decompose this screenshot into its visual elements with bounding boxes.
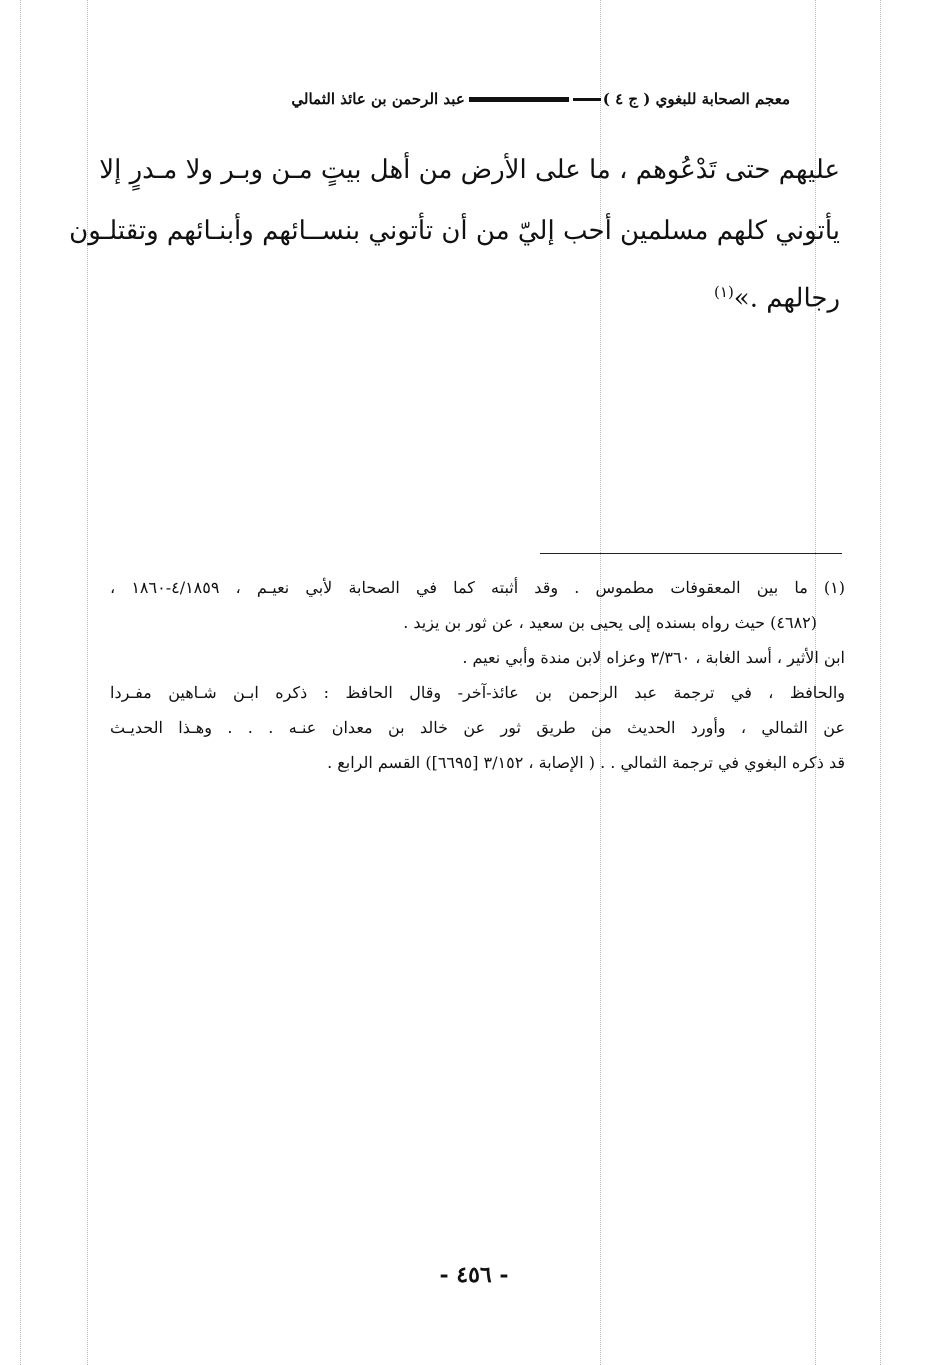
running-header [160, 86, 790, 112]
main-text-line: رجالهم .» [733, 283, 840, 314]
footnote-line: والحافظ ، في ترجمة عبد الرحمن بن عائذ-آخر- وقال الحافظ : ذكره ابـن شـاهين مفـردا [110, 683, 845, 702]
scan-line [880, 0, 881, 1365]
footnote-line: ابن الأثير ، أسد الغابة ، ٣/٣٦٠ وعزاه لابن مندة وأبي نعيم . [462, 648, 845, 667]
footnote-marker: (١) [714, 283, 734, 301]
header-book-title: معجم الصحابة للبغوي ( ج ٤ ) [602, 90, 790, 108]
page-number: - ٤٥٦ - [439, 1262, 509, 1288]
footnote-line: (٤٦٨٢) حيث رواه بسنده إلى يحيى بن سعيد ، عن ثور بن يزيد . [403, 613, 817, 632]
header-entry-name: عبد الرحمن بن عائذ الثمالي [291, 90, 465, 108]
footnote-line: (١) ما بين المعقوفات مطموس . وقد أثبته كما في الصحابة لأبي نعيـم ، ٤/١٨٥٩-١٨٦٠ ، [110, 578, 846, 597]
main-text-line: عليهم حتى تَدْعُوهم ، ما على الأرض من أهل بيتٍ مـن وبـر ولا مـدرٍ إلا [99, 155, 840, 185]
footnote-separator [540, 553, 842, 554]
footnote-line: قد ذكره البغوي في ترجمة الثمالي . . ( الإصابة ، ٣/١٥٢ [٦٦٩٥]) القسم الرابع . [327, 753, 845, 772]
footnote-line: عن الثمالي ، وأورد الحديث من طريق ثور عن خالد بن معدان عنـه . . . وهـذا الحديـث [110, 718, 845, 737]
footnote [110, 570, 845, 780]
header-rule-short [573, 98, 601, 101]
header-rule [469, 97, 569, 102]
main-text-line: يأتوني كلهم مسلمين أحب إليّ من أن تأتوني بنســائهم وأبنـائهم وتقتلـون [69, 216, 840, 246]
main-text [69, 140, 840, 330]
main-text-line-last [112, 262, 840, 330]
scan-line [20, 0, 21, 1365]
